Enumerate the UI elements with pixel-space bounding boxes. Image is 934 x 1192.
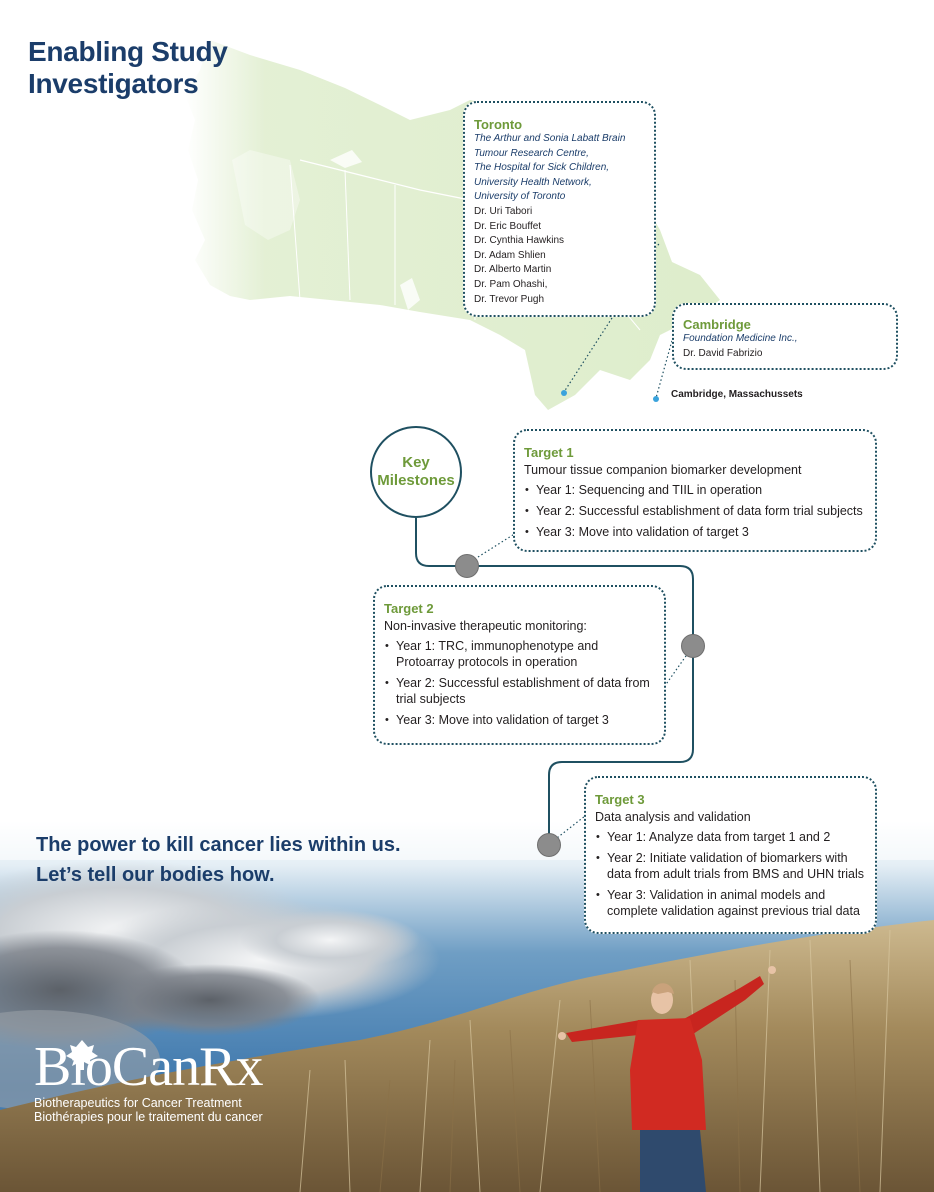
toronto-institution: The Hospital for Sick Children, bbox=[474, 162, 610, 174]
milestone-dot-1 bbox=[455, 554, 479, 578]
toronto-investigator: Dr. Eric Bouffet bbox=[474, 220, 542, 232]
milestone-dot-2 bbox=[681, 634, 705, 658]
target-2-subtitle: Non-invasive therapeutic monitoring: bbox=[384, 619, 587, 633]
key-milestones-line-1: Key bbox=[402, 454, 430, 471]
page-title-line-1: Enabling Study bbox=[28, 36, 228, 67]
key-milestones-badge bbox=[370, 426, 462, 518]
target-3-list bbox=[595, 829, 867, 919]
toronto-institution: University of Toronto bbox=[474, 191, 566, 203]
cambridge-heading: Cambridge bbox=[683, 317, 751, 332]
key-milestones-line-2: Milestones bbox=[377, 472, 455, 489]
target-2-item: • Year 3: Move into validation of target 3 bbox=[384, 712, 656, 728]
target-2-list bbox=[384, 638, 656, 728]
logo-tagline-fr: Biothérapies pour le traitement du cancer bbox=[34, 1110, 263, 1124]
target-2-item: • Year 2: Successful establishment of data from trial subjects bbox=[384, 675, 656, 707]
toronto-investigator: Dr. Alberto Martin bbox=[474, 264, 552, 276]
toronto-investigator: Dr. Pam Ohashi, bbox=[474, 278, 548, 290]
toronto-card bbox=[463, 101, 656, 317]
target-3-item: • Year 1: Analyze data from target 1 and 2 bbox=[595, 829, 867, 845]
target-1-card bbox=[513, 429, 877, 552]
target-1-item: • Year 3: Move into validation of target 3 bbox=[524, 524, 867, 540]
page-title-line-2: Investigators bbox=[28, 68, 199, 99]
target-3-item: • Year 3: Validation in animal models and complete validation against previous trial data bbox=[595, 887, 867, 919]
tagline-line-1: The power to kill cancer lies within us. bbox=[36, 834, 401, 856]
target-1-item: • Year 2: Successful establishment of data form trial subjects bbox=[524, 503, 867, 519]
tagline-line-2: Let’s tell our bodies how. bbox=[36, 864, 275, 886]
toronto-institution: The Arthur and Sonia Labatt Brain bbox=[474, 133, 626, 144]
logo-wordmark: BioCanRx bbox=[34, 1036, 263, 1098]
cambridge-map-label: Cambridge, Massachussets bbox=[671, 389, 803, 400]
target-3-heading: Target 3 bbox=[595, 792, 645, 807]
toronto-institution: University Health Network, bbox=[474, 176, 592, 188]
page-title bbox=[28, 36, 228, 100]
cambridge-map-pin bbox=[653, 396, 659, 402]
target-2-item: • Year 1: TRC, immunophenotype and Protoarray protocols in operation bbox=[384, 638, 656, 670]
toronto-investigator: Dr. Trevor Pugh bbox=[474, 293, 545, 305]
tagline bbox=[36, 830, 401, 890]
cambridge-investigator: Dr. David Fabrizio bbox=[683, 347, 763, 359]
toronto-institution: Tumour Research Centre, bbox=[474, 147, 589, 159]
target-1-item: • Year 1: Sequencing and TIIL in operation bbox=[524, 482, 867, 498]
biocanrx-logo bbox=[34, 1038, 263, 1124]
milestone-dot-3 bbox=[537, 833, 561, 857]
target-1-heading: Target 1 bbox=[524, 445, 574, 460]
logo-tagline-en: Biotherapeutics for Cancer Treatment bbox=[34, 1096, 242, 1110]
target-3-card bbox=[584, 776, 877, 934]
target-3-item: • Year 2: Initiate validation of biomarkers with data from adult trials from BMS and UHN trials bbox=[595, 850, 867, 882]
toronto-map-pin bbox=[561, 390, 567, 396]
toronto-investigator: Dr. Cynthia Hawkins bbox=[474, 235, 565, 247]
target-3-subtitle: Data analysis and validation bbox=[595, 810, 751, 824]
target-1-subtitle: Tumour tissue companion biomarker development bbox=[524, 463, 802, 477]
toronto-heading: Toronto bbox=[474, 117, 523, 132]
cambridge-card bbox=[672, 303, 898, 370]
target-1-list bbox=[524, 482, 867, 540]
target-2-card bbox=[373, 585, 666, 745]
cambridge-institution: Foundation Medicine Inc., bbox=[683, 333, 798, 344]
toronto-investigator: Dr. Uri Tabori bbox=[474, 205, 533, 217]
target-2-heading: Target 2 bbox=[384, 601, 434, 616]
toronto-investigator: Dr. Adam Shlien bbox=[474, 249, 546, 261]
